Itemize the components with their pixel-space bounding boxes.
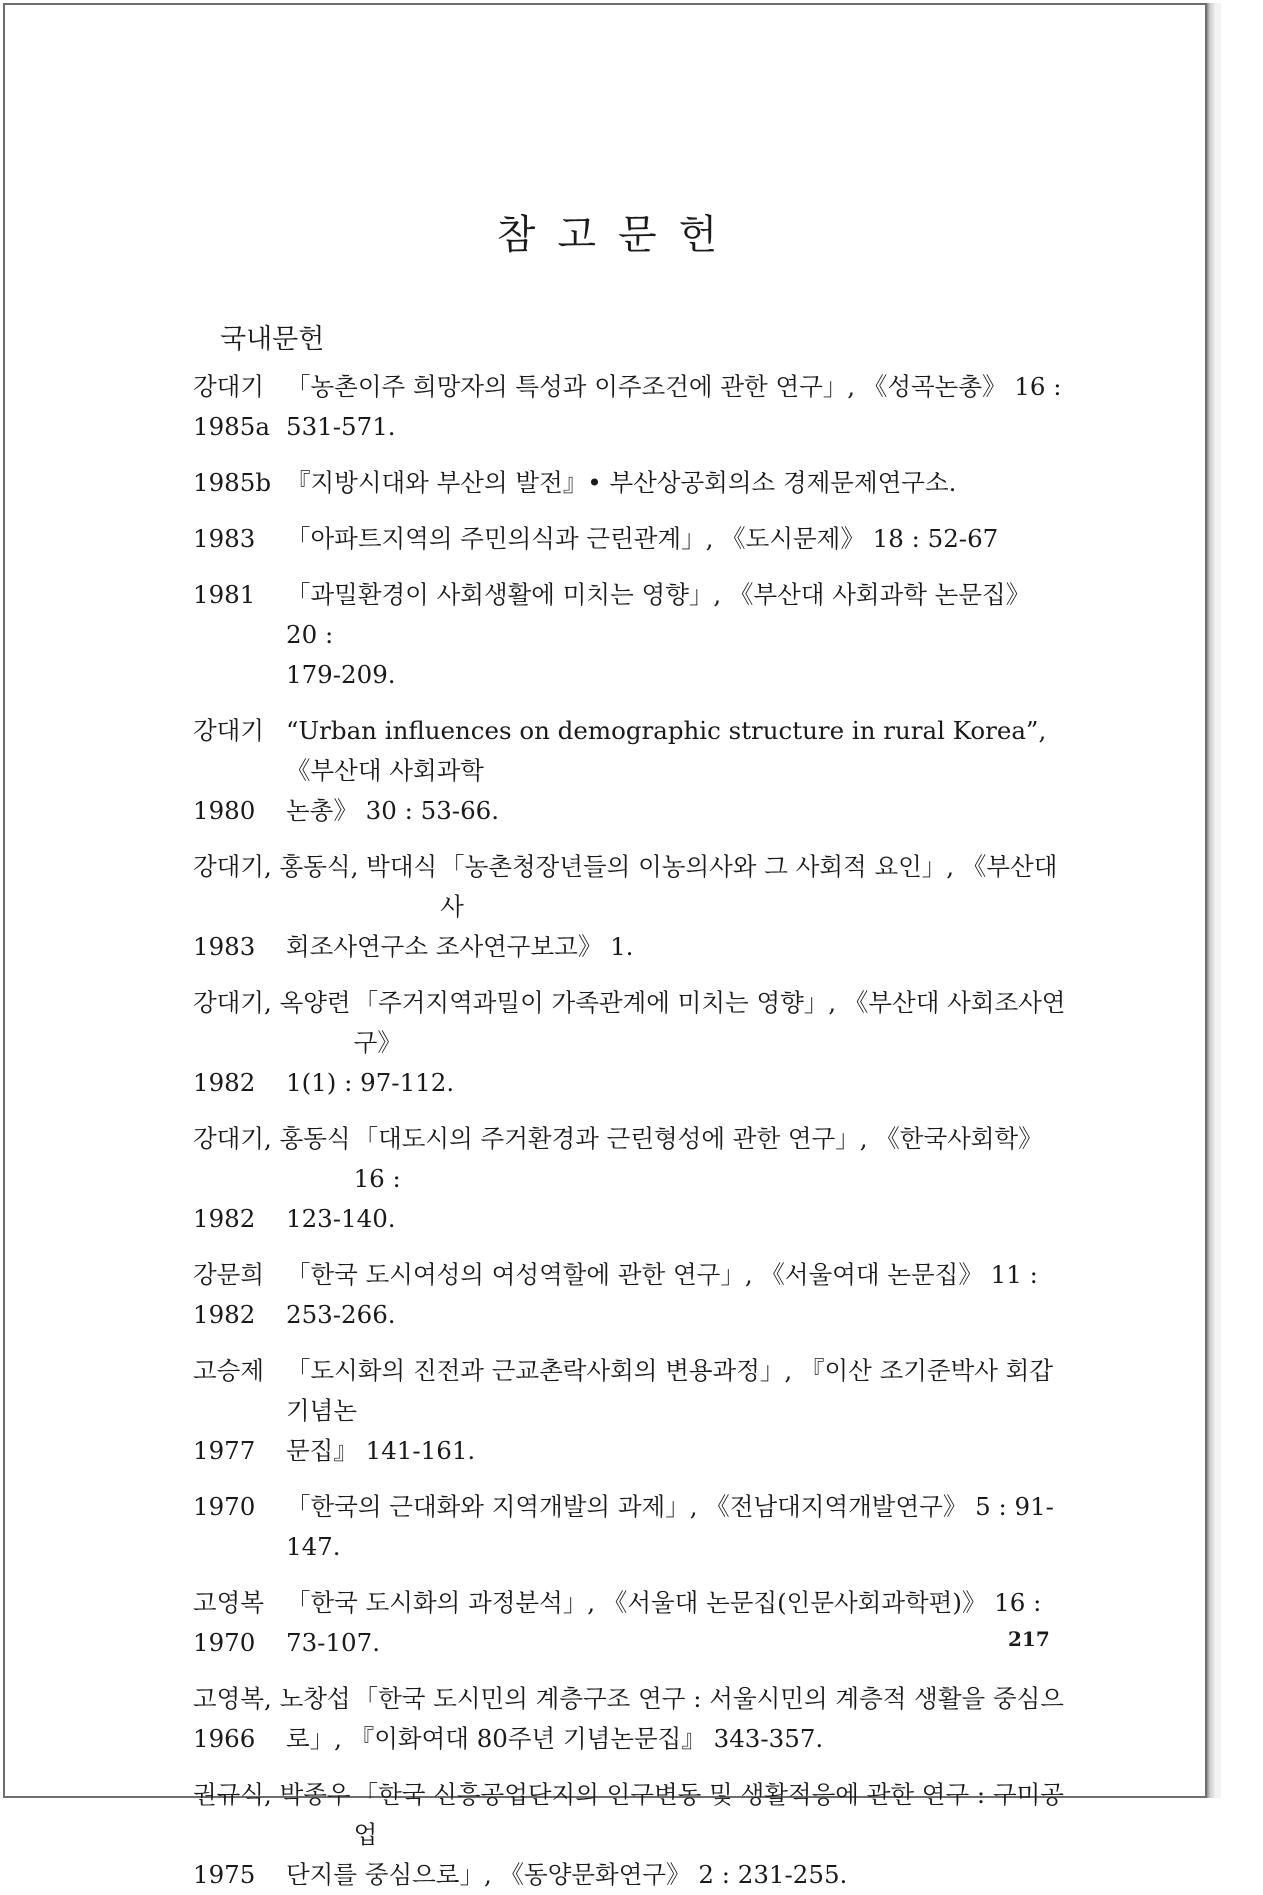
reference-author-year: 고영복: [193, 1588, 265, 1617]
reference-text: 「아파트지역의 주민의식과 근린관계」, 《도시문제》 18 : 52-67: [286, 524, 999, 553]
reference-author-year: 1966: [193, 1724, 256, 1753]
reference-list: [193, 367, 1067, 1895]
reference-author-year: 1977: [193, 1436, 256, 1465]
reference-text: 「한국 도시여성의 여성역할에 관한 연구」, 《서울여대 논문집》 11 :: [286, 1260, 1038, 1289]
reference-author-year: 강대기, 홍동식, 박대식: [193, 852, 438, 881]
reference-author-year: 고승제: [193, 1356, 265, 1385]
reference-author-year: 1983: [193, 524, 256, 553]
reference-text: 『지방시대와 부산의 발전』• 부산상공회의소 경제문제연구소.: [286, 468, 957, 497]
reference-text: 253-266.: [286, 1300, 396, 1329]
reference-text: 1(1) : 97-112.: [286, 1068, 455, 1097]
reference-line: [193, 983, 1067, 1063]
reference-line: [193, 1199, 1067, 1239]
reference-author-year: 1980: [193, 796, 256, 825]
reference-author-year: 강대기, 홍동식: [193, 1124, 351, 1153]
page-edge-shadow: [1215, 3, 1221, 1798]
reference-text: 「한국 도시화의 과정분석」, 《서울대 논문집(인문사회과학편)》 16 :: [286, 1588, 1042, 1617]
reference-author-year: 1985a: [193, 412, 270, 441]
reference-line: [193, 1431, 1067, 1471]
reference-text: 「과밀환경이 사회생활에 미치는 영향」, 《부산대 사회과학 논문집》 20 :: [286, 580, 1031, 649]
reference-line: [193, 927, 1067, 967]
reference-line: [193, 1775, 1067, 1855]
reference-line: [193, 1295, 1067, 1335]
reference-text: 「주거지역과밀이 가족관계에 미치는 영향」, 《부산대 사회조사연구》: [353, 988, 1066, 1057]
reference-text: 문집』 141-161.: [286, 1436, 476, 1465]
reference-text: 「한국 신흥공업단지의 인구변동 및 생활적응에 관한 연구 : 구미공업: [353, 1780, 1064, 1849]
reference-line: [193, 655, 1067, 695]
reference-author-year: 1982: [193, 1068, 256, 1097]
reference-text: 회조사연구소 조사연구보고》 1.: [286, 932, 634, 961]
reference-line: [193, 519, 1067, 559]
reference-text: 「한국의 근대화와 지역개발의 과제」, 《전남대지역개발연구》 5 : 91-147.: [286, 1492, 1054, 1561]
reference-line: [193, 367, 1067, 407]
reference-author-year: 권규식, 박종우: [193, 1780, 351, 1809]
reference-author-year: 고영복, 노창섭: [193, 1684, 351, 1713]
reference-line: [193, 407, 1067, 447]
reference-author-year: 1983: [193, 932, 256, 961]
reference-text: 73-107.: [286, 1628, 381, 1657]
page-title: 참고문헌: [496, 212, 740, 258]
reference-author-year: 1975: [193, 1860, 256, 1889]
book-page: [3, 3, 1207, 1889]
reference-line: [193, 463, 1067, 503]
reference-line: [193, 1623, 1067, 1663]
reference-author-year: 1985b: [193, 468, 272, 497]
reference-line: [193, 1255, 1067, 1295]
reference-text: 123-140.: [286, 1204, 396, 1233]
reference-text: 「한국 도시민의 계층구조 연구 : 서울시민의 계층적 생활을 중심으: [353, 1684, 1064, 1713]
reference-line: [193, 1487, 1067, 1567]
reference-text: 「농촌청장년들의 이농의사와 그 사회적 요인」, 《부산대 사: [440, 852, 1058, 921]
reference-author-year: 1981: [193, 580, 256, 609]
reference-text: 「대도시의 주거환경과 근린형성에 관한 연구」, 《한국사회학》 16 :: [353, 1124, 1043, 1193]
reference-line: [193, 1719, 1067, 1759]
reference-text: “Urban influences on demographic structure in rural Korea”, 《부산대 사회과학: [286, 716, 1047, 785]
reference-line: [193, 1855, 1067, 1895]
reference-author-year: 강대기: [193, 372, 265, 401]
reference-line: [193, 1119, 1067, 1199]
reference-author-year: 1982: [193, 1204, 256, 1233]
reference-line: [193, 575, 1067, 655]
reference-author-year: 강대기: [193, 716, 265, 745]
reference-author-year: [193, 655, 286, 695]
reference-line: [193, 791, 1067, 831]
reference-author-year: 1970: [193, 1492, 256, 1521]
reference-author-year: 1970: [193, 1628, 256, 1657]
page-edge: [1207, 3, 1215, 1798]
reference-author-year: 1982: [193, 1300, 256, 1329]
reference-text: 「농촌이주 희망자의 특성과 이주조건에 관한 연구」, 《성곡논총》 16 :: [286, 372, 1062, 401]
page-number: 217: [1008, 1627, 1050, 1651]
reference-text: 「도시화의 진전과 근교촌락사회의 변용과정」, 『이산 조기준박사 회갑기념논: [286, 1356, 1054, 1425]
reference-text: 논총》 30 : 53-66.: [286, 796, 500, 825]
reference-line: [193, 1583, 1067, 1623]
reference-author-year: 강문희: [193, 1260, 265, 1289]
reference-line: [193, 711, 1067, 791]
reference-text: 단지를 중심으로」, 《동양문화연구》 2 : 231-255.: [286, 1860, 848, 1889]
reference-text: 179-209.: [286, 660, 396, 689]
reference-line: [193, 847, 1067, 927]
reference-text: 531-571.: [286, 412, 396, 441]
reference-line: [193, 1063, 1067, 1103]
section-heading: 국내문헌: [220, 324, 325, 355]
reference-line: [193, 1351, 1067, 1431]
reference-author-year: 강대기, 옥양련: [193, 988, 351, 1017]
reference-line: [193, 1679, 1067, 1719]
reference-text: 로」, 『이화여대 80주년 기념논문집』 343-357.: [286, 1724, 824, 1753]
